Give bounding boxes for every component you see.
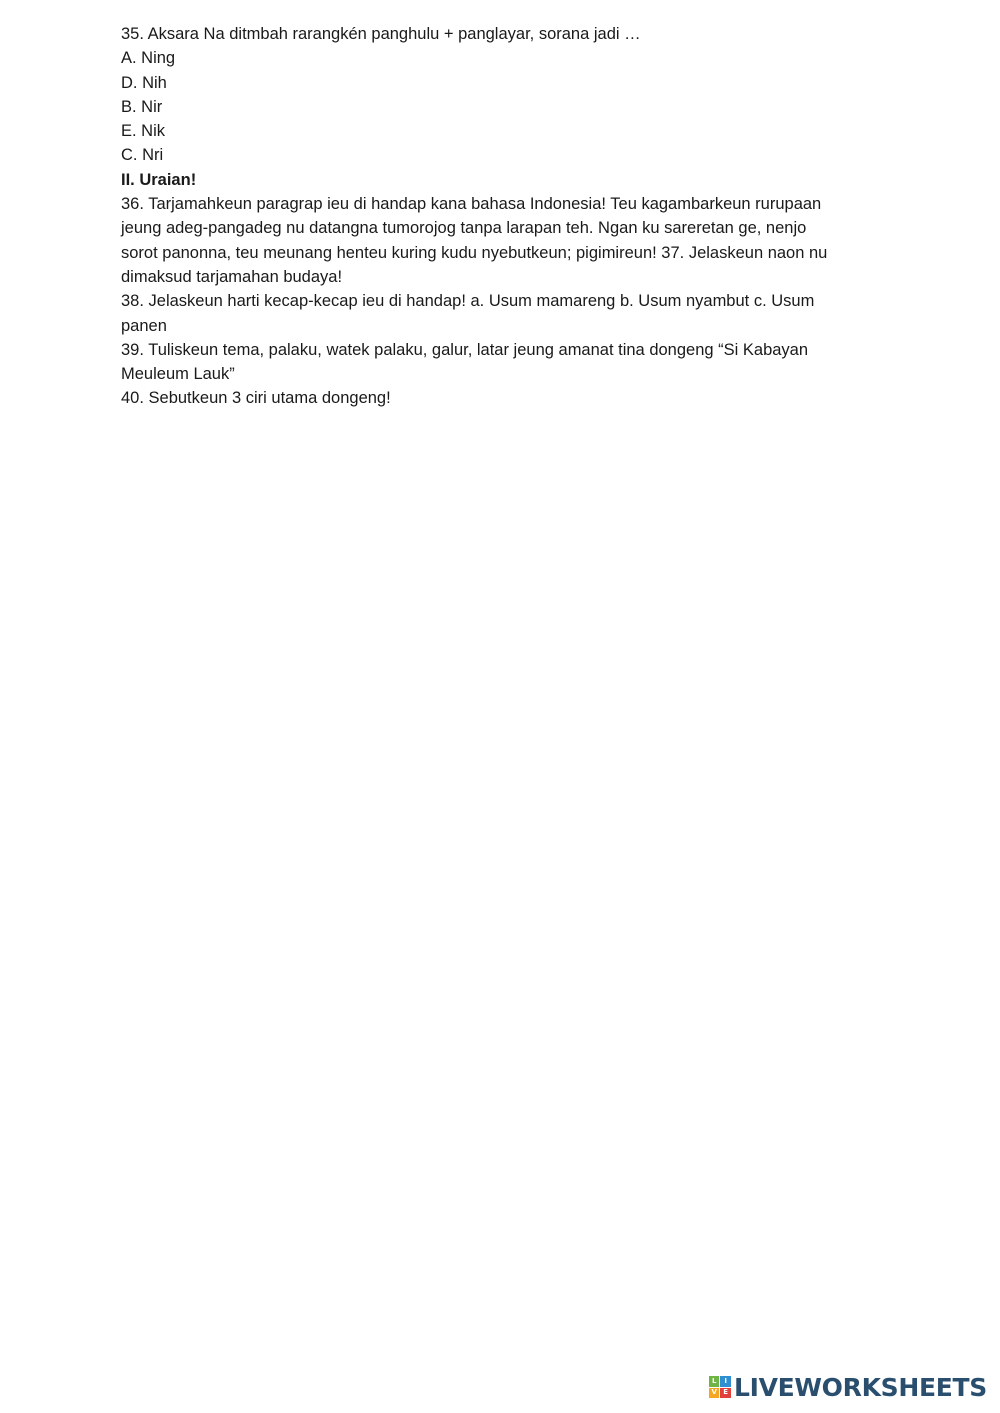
logo-mark-e: E xyxy=(720,1388,731,1399)
logo-mark-i: I xyxy=(720,1376,731,1387)
worksheet-content xyxy=(121,22,881,411)
question-36-line-3: sorot panonna, teu meunang henteu kuring kudu nyebutkeun; pigimireun! 37. Jelaskeun naon nu xyxy=(121,243,828,262)
question-36-line-2: jeung adeg-pangadeg nu datangna tumorojog tanpa larapan teh. Ngan ku sareretan ge, nenjo xyxy=(121,219,807,238)
question-39-line-2: Meuleum Lauk” xyxy=(121,365,235,384)
question-36-line-1: 36. Tarjamahkeun paragrap ieu di handap kana bahasa Indonesia! Teu kagambarkeun rurupaan xyxy=(121,195,822,214)
section-heading-uraian: II. Uraian! xyxy=(121,170,197,189)
option-a: A. Ning xyxy=(121,49,176,68)
question-39-line-1: 39. Tuliskeun tema, palaku, watek palaku, galur, latar jeung amanat tina dongeng “Si Kabayan xyxy=(121,340,809,359)
liveworksheets-logo-icon xyxy=(709,1376,731,1398)
question-38-line-1: 38. Jelaskeun harti kecap-kecap ieu di handap! a. Usum mamareng b. Usum nyambut c. Usum xyxy=(121,292,815,311)
logo-mark-v: V xyxy=(709,1388,720,1399)
question-35: 35. Aksara Na ditmbah rarangkén panghulu + panglayar, sorana jadi … xyxy=(121,25,641,43)
question-40: 40. Sebutkeun 3 ciri utama dongeng! xyxy=(121,389,391,408)
option-c: C. Nri xyxy=(121,146,164,165)
option-d: D. Nih xyxy=(121,73,167,92)
liveworksheets-logo-text: LIVEWORKSHEETS xyxy=(733,1372,987,1402)
option-b: B. Nir xyxy=(121,97,163,116)
question-38-line-2: panen xyxy=(121,316,167,335)
logo-mark-l: L xyxy=(709,1376,720,1387)
liveworksheets-logo[interactable] xyxy=(709,1371,987,1403)
option-e: E. Nik xyxy=(121,122,166,141)
question-36-line-4: dimaksud tarjamahan budaya! xyxy=(121,267,343,286)
